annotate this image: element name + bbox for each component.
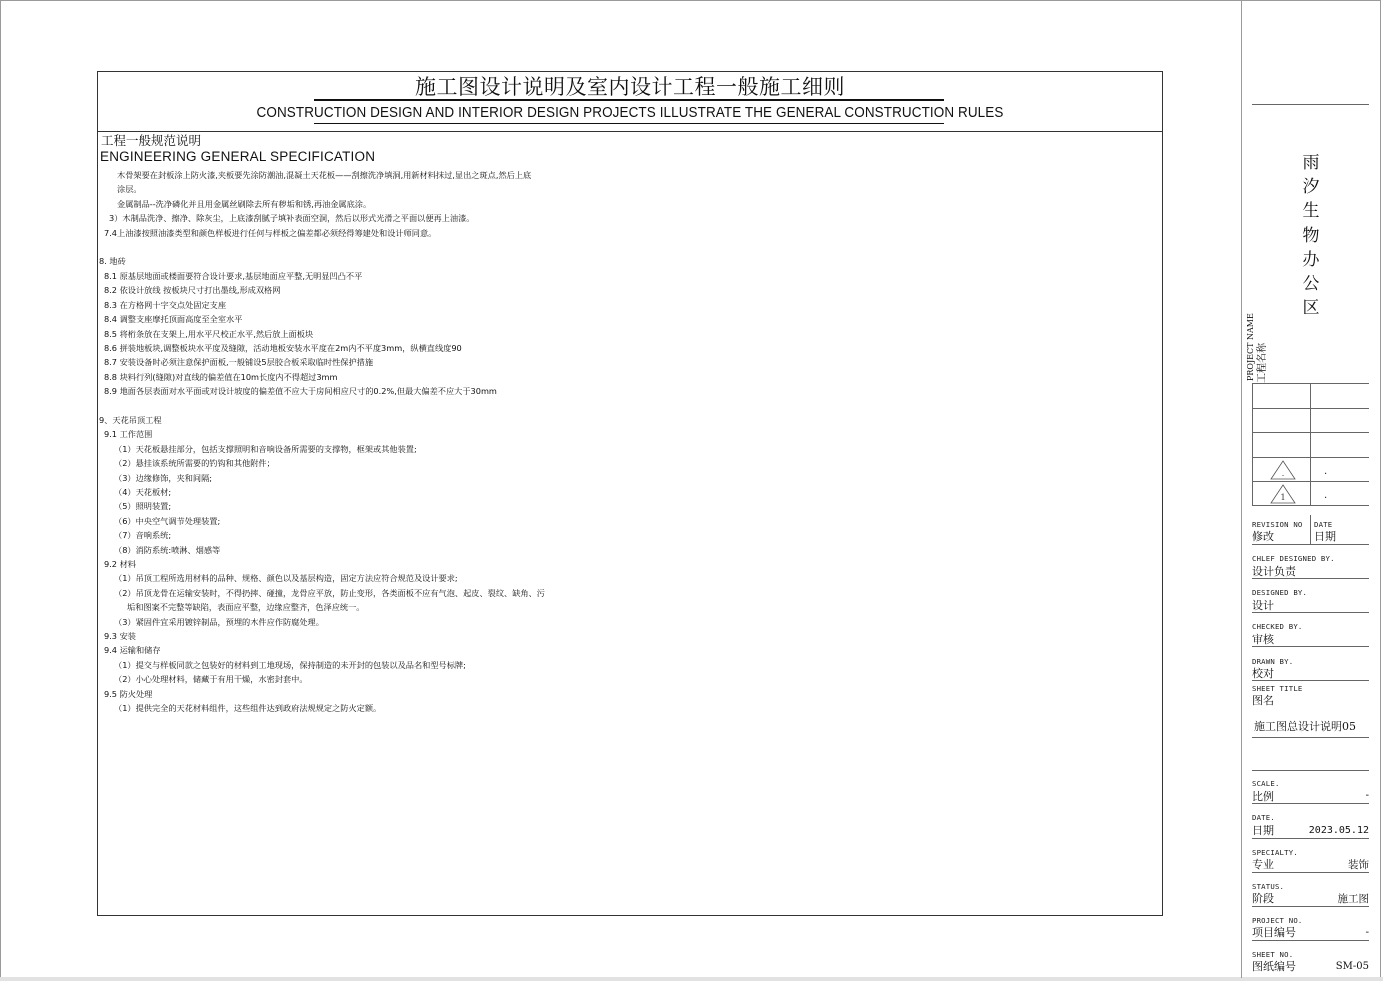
sheet-title-label-en: SHEET TITLE [1252,684,1303,693]
body-line: （1）提交与样板同款之包装好的材料到工地现场，保持制造的未开封的包装以及品名和型号标牌; [114,660,466,670]
revision-triangle-icon [1270,460,1296,480]
body-line: （2）吊顶龙骨在运输安装时，不得扔摔、碰撞，龙骨应平放，防止变形，各类面板不应有气泡、起皮、裂纹、缺角、污 [114,588,545,598]
revision-date-dot: . [1324,490,1328,501]
sheet-no-label-cn: 图纸编号 [1252,960,1296,973]
specialty-value: 装饰 [1348,859,1369,871]
body-line: （2）小心处理材料，储藏于有用干燥，水密封套中。 [114,674,308,684]
body-line: 涂层。 [117,184,142,194]
status-label-en: STATUS. [1252,882,1285,891]
divider [1310,383,1311,505]
body-line: （1）提供完全的天花材料组件，这些组件达到政府法规规定之防火定额。 [114,703,382,713]
title-underline-2 [314,123,944,124]
divider [1252,940,1369,941]
body-line: （8）消防系统:喷淋、烟感等 [114,545,221,555]
body-line: （6）中央空气调节处理装置; [114,516,221,526]
status-value: 施工图 [1337,893,1369,905]
body-line: （5）照明装置; [114,501,172,511]
revision-mark-1: 1 [1280,493,1286,502]
title-en: CONSTRUCTION DESIGN AND INTERIOR DESIGN PROJECTS ILLUSTRATE THE GENERAL CONSTRUCTION RULES [256,105,1004,121]
checked-label-en: CHECKED BY. [1252,622,1303,631]
divider [1252,544,1369,545]
project-name-value: 雨汐生物办公区 [1302,153,1320,319]
body-line: 8.7 安装设备时必须注意保护面板,一般铺设5层胶合板采取临时性保护措施 [104,357,374,367]
body-line: 9.4 运输和储存 [104,645,161,655]
checked-label-cn: 审核 [1252,633,1274,646]
revision-triangle-icon [1270,484,1296,504]
body-line: （1）天花板悬挂部分，包括支撑照明和音响设备所需要的支撑物，框架或其他装置; [114,444,417,454]
body-line: 8.1 原基层地面或楼面要符合设计要求,基层地面应平整,无明显凹凸不平 [104,271,363,281]
date-label-cn: 日期 [1314,530,1336,543]
divider [1252,803,1369,804]
body-line: （2）悬挂该系统所需要的钓钩和其他附件； [114,458,275,468]
body-line: 8.8 块料行列(缝隙)对直线的偏差值在10m长度内不得超过3mm [104,372,338,382]
body-line: 垢和图案不完整等缺陷，表面应平整，边缘应整齐，色泽应统一。 [127,602,365,612]
chief-designed-label-cn: 设计负责 [1252,565,1296,578]
divider [1252,104,1369,105]
revision-mark-0: . [1281,469,1285,478]
body-line: 9.5 防火处理 [104,689,153,699]
status-label-cn: 阶段 [1252,892,1274,905]
body-line: 3）木制品洗净、擦净、除灰尘，上底漆刮腻子填补表面空洞，然后以形式光滑之平面以便再上油漆。 [109,213,475,223]
body-line: 8.4 调整支座摩托顶面高度至全室水平 [104,314,243,324]
sheet-title-label-cn: 图名 [1252,694,1274,707]
title-header [98,72,1162,132]
body-line: 8.6 拼装地板块,调整板块水平度及缝隙，活动地板安装水平度在2m内不平度3mm，纵横直线度90 [104,343,462,353]
divider [1252,737,1369,738]
body-line: （1）吊顶工程所选用材料的品种、规格、颜色以及基层构造，固定方法应符合规范及设计要求; [114,573,458,583]
title-underline [314,99,944,101]
date-label-en: DATE [1314,520,1333,529]
specialty-label-en: SPECIALTY. [1252,848,1298,857]
scale-label-cn: 比例 [1252,790,1274,803]
divider [1252,646,1369,647]
specialty-label-cn: 专业 [1252,858,1274,871]
scale-label-en: SCALE. [1252,779,1280,788]
date2-label-cn: 日期 [1252,824,1274,837]
divider [1252,770,1369,771]
drawn-label-en: DRAWN BY. [1252,657,1294,666]
sheet-no-label-en: SHEET NO. [1252,950,1294,959]
sheet-no-value: SM-05 [1335,961,1369,972]
body-line: 9.2 材料 [104,559,136,569]
project-no-label-cn: 项目编号 [1252,926,1296,939]
body-line: 8.9 地面各层表面对水平面或对设计坡度的偏差值不应大于房间相应尺寸的0.2%,但最大偏差不应大于30mm [104,386,497,396]
divider [1252,838,1369,839]
sheet-title-value: 施工图总设计说明05 [1254,720,1356,733]
body-line: 9、天花吊顶工程 [99,415,162,425]
date2-value: 2023.05.12 [1308,825,1369,836]
body-line: 9.1 工作范围 [104,429,153,439]
drawn-label-cn: 校对 [1252,667,1274,680]
body-line: （7）音响系统; [114,530,172,540]
body-line: 木骨架要在封板涂上防火漆,夹板要先涂防潮油,混凝土天花板——刮擦洗净填洞,用新材料抹过,显出之斑点,然后上底 [117,170,532,180]
project-name-en: PROJECT NAME [1246,313,1255,381]
divider [1252,680,1369,681]
divider [1252,505,1369,506]
scale-value: - [1365,789,1369,801]
bottom-strip [0,977,1383,981]
designed-label-en: DESIGNED BY. [1252,588,1308,597]
section-title-cn: 工程一般规范说明 [101,133,202,148]
title-cn: 施工图设计说明及室内设计工程一般施工细则 [415,75,845,99]
date2-label-en: DATE. [1252,813,1275,822]
title-block [1241,0,1381,978]
body-line: 8. 地砖 [99,256,126,266]
divider [1252,383,1253,505]
chief-designed-label-en: CHLEF DESIGNED BY. [1252,554,1335,563]
project-no-value: - [1365,926,1369,938]
main-frame [97,71,1163,916]
body-line: 8.3 在方格网十字交点处固定支座 [104,300,227,310]
body-line: （4）天花板材; [114,487,172,497]
body-line: 9.3 安装 [104,631,136,641]
body-line: 8.2 依设计放线 按板块尺寸打出墨线,形成双格网 [104,285,281,295]
project-no-label-en: PROJECT NO. [1252,916,1303,925]
revision-no-label-cn: 修改 [1252,530,1274,543]
revision-date-dot: . [1324,466,1328,477]
body-line: 金属制品--洗净磷化并且用金属丝刷除去所有秽垢和锈,再油金属底涂。 [117,199,372,209]
divider [1252,906,1369,907]
divider [1310,515,1311,544]
body-line: 7.4上油漆按照油漆类型和颜色样板进行任何与样板之偏差都必须经得筹建处和设计师同意。 [104,228,437,238]
body-line: 8.5 将桁条放在支架上,用水平尺校正水平,然后放上面板块 [104,329,314,339]
project-name-cn: 工程名称 [1257,343,1268,383]
section-title-en: ENGINEERING GENERAL SPECIFICATION [100,149,376,164]
body-line: （3）边缘修饰，夹和间隔; [114,473,213,483]
divider [1252,872,1369,873]
designed-label-cn: 设计 [1252,599,1274,612]
divider [1252,578,1369,579]
divider [1252,612,1369,613]
body-line: （3）紧固件宜采用镀锌制品，预埋的木件应作防腐处理。 [114,617,324,627]
project-name-label [1246,313,1276,383]
revision-no-label-en: REVISION NO [1252,520,1303,529]
